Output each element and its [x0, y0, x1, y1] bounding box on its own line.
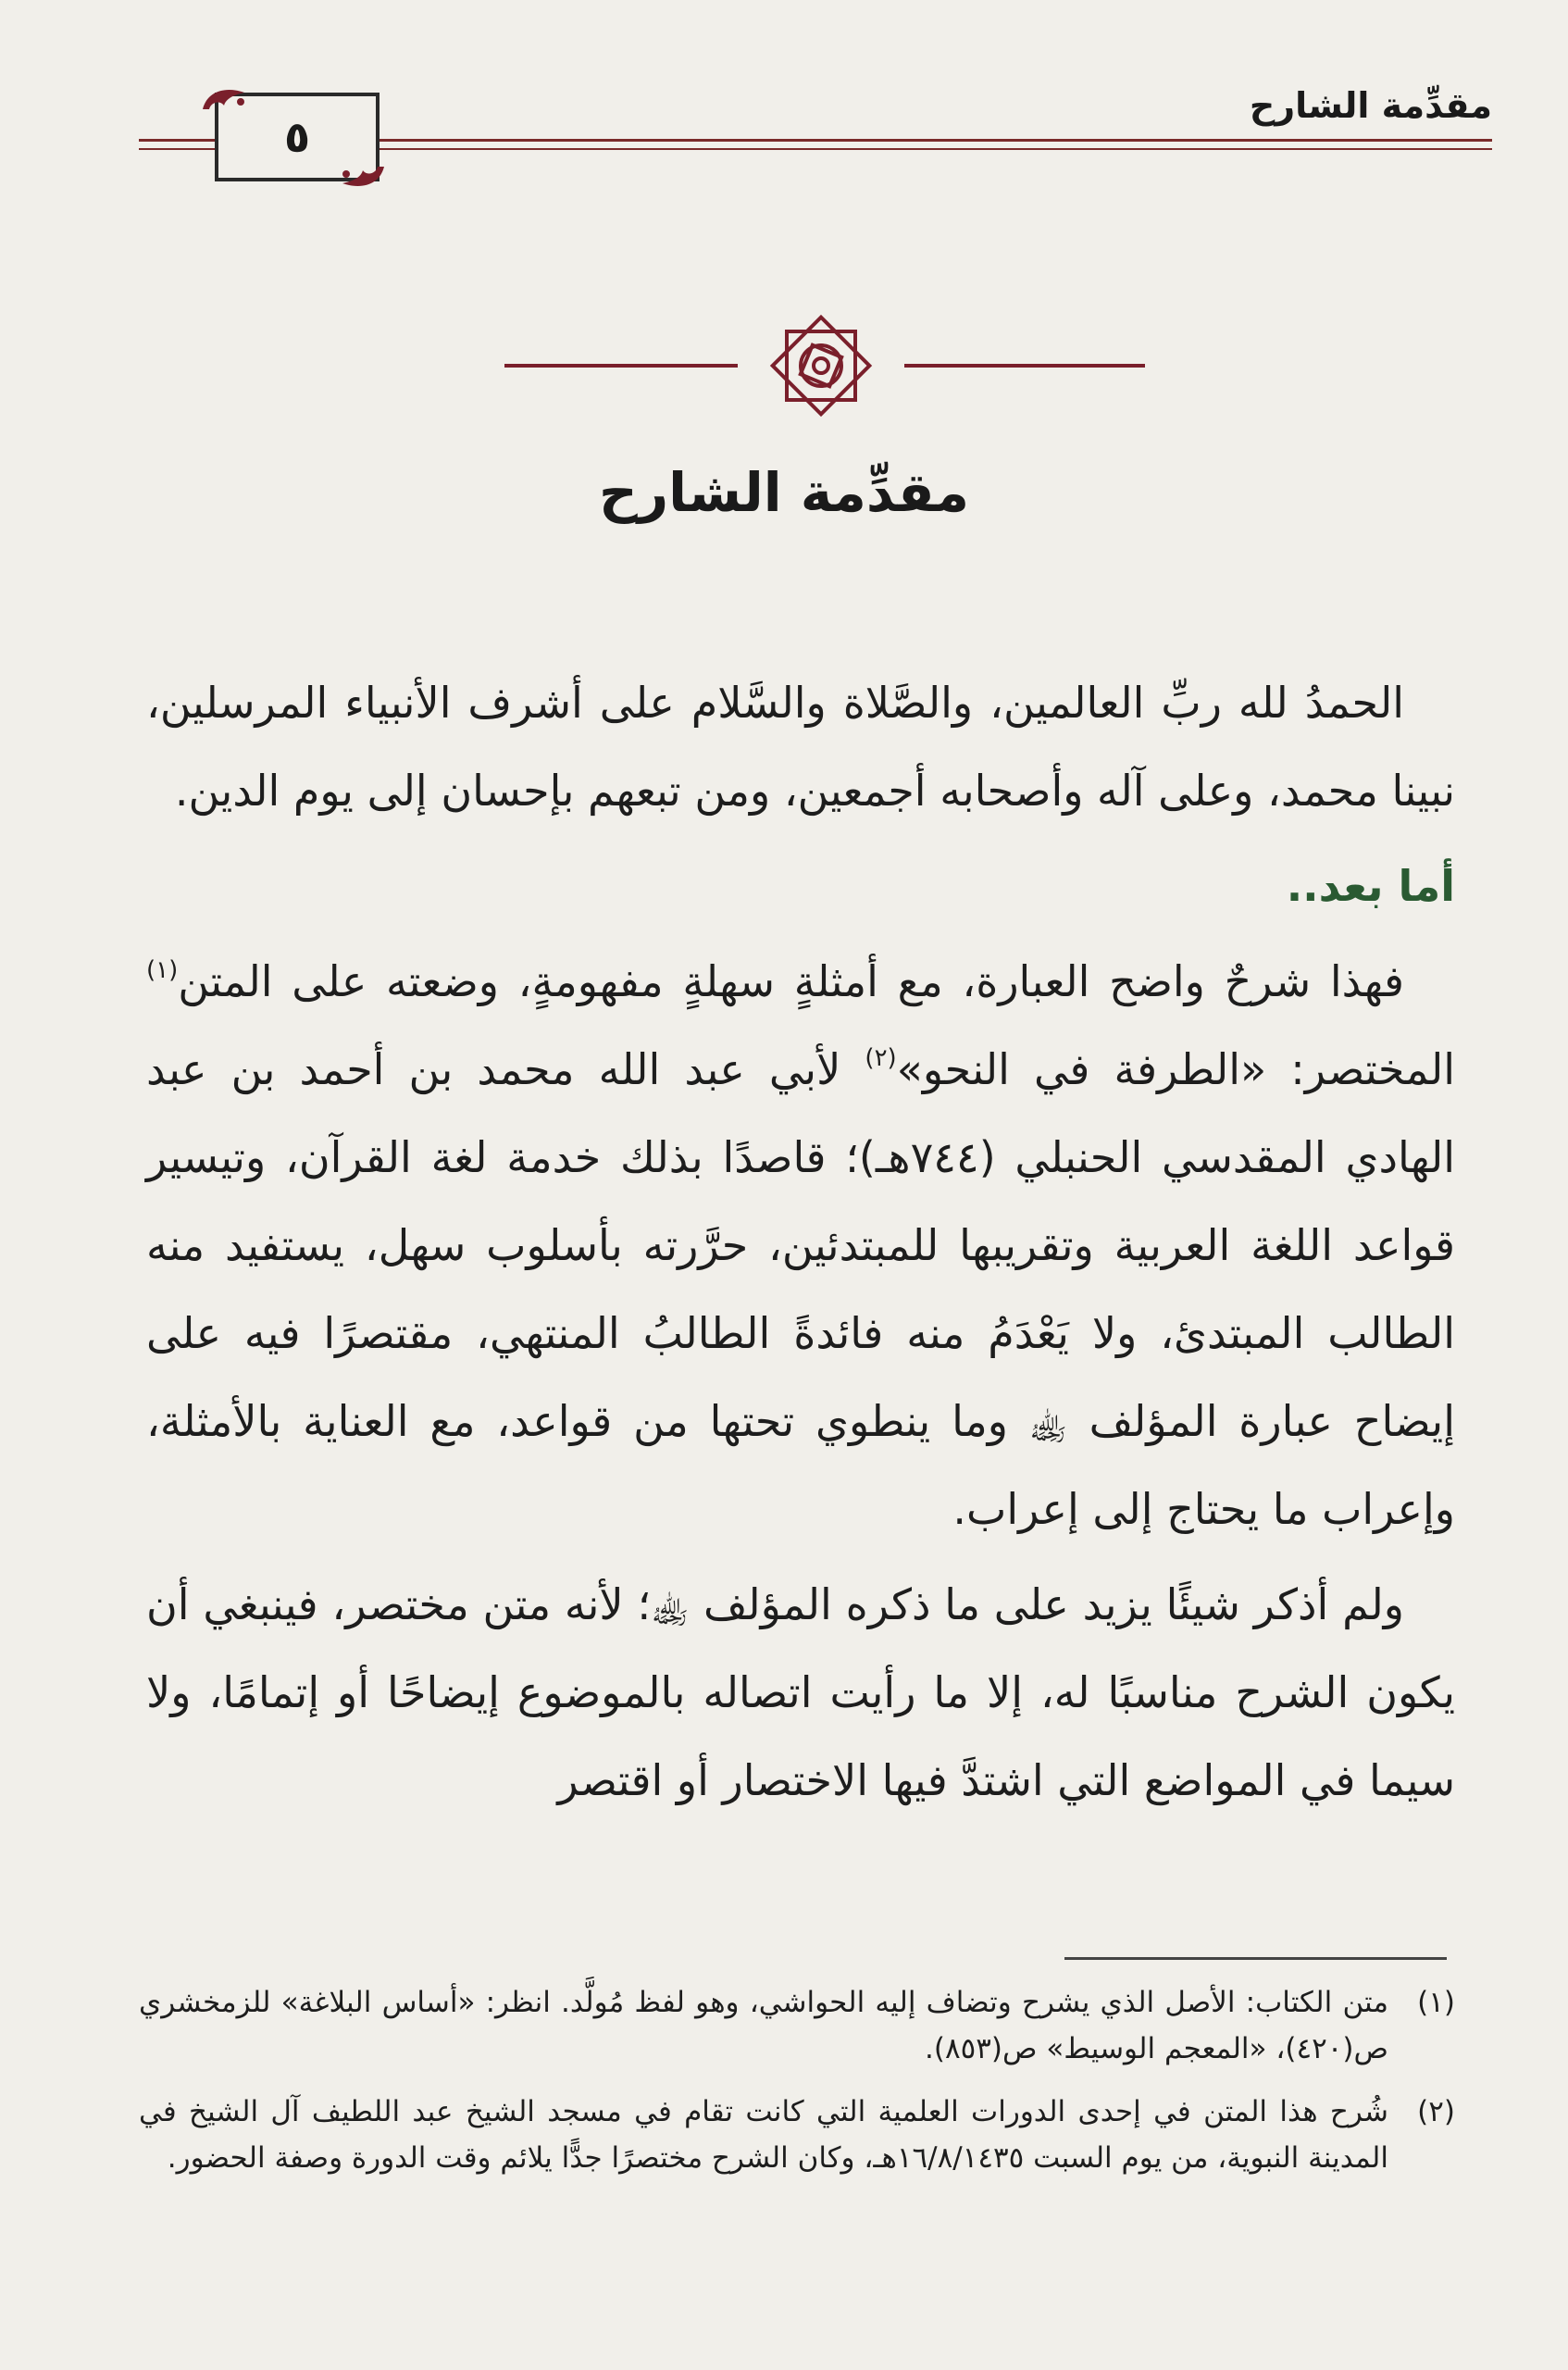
page-number: ٥: [283, 112, 311, 162]
paragraph-text: فهذا شرحٌ واضح العبارة، مع أمثلةٍ سهلةٍ مفهومةٍ، وضعته على المتن: [178, 956, 1404, 1006]
paragraph-text: المختصر: «الطرفة في النحو»: [896, 1044, 1456, 1094]
footnote-item: [139, 2089, 1455, 2181]
running-header-title: مقدِّمة الشارح: [1249, 85, 1492, 126]
footnote-ref-1[interactable]: (١): [146, 956, 179, 984]
footnote-text: شُرح هذا المتن في إحدى الدورات العلمية التي كانت تقام في مسجد الشيخ عبد اللطيف آل الشيخ في المدينة النبوية، من يوم السبت ١٦/٨/١٤٣٥هـ، وكان الشرح مختصرًا جدًّا يلائم وقت الدورة وصفة الحضور.: [139, 2095, 1388, 2175]
chapter-title: مقدِّمة الشارح: [598, 461, 970, 524]
star-ornament-icon: [761, 306, 881, 426]
footnote-separator: [1064, 1957, 1447, 1960]
footnote-text: متن الكتاب: الأصل الذي يشرح وتضاف إليه الحواشي، وهو لفظ مُولَّد. انظر: «أساس البلاغة» للزمخشري ص(٤٢٠)، «المعجم الوسيط» ص(٨٥٣).: [139, 1986, 1388, 2065]
section-subheading: أما بعد..: [1286, 861, 1455, 911]
footnotes: [139, 1979, 1455, 2198]
divider-line-right: [904, 364, 1145, 368]
body-paragraph: [146, 938, 1455, 1553]
footnote-number: (١): [1417, 1986, 1455, 2019]
opening-paragraph: الحمدُ لله ربِّ العالمين، والصَّلاة والسَّلام على أشرف الأنبياء المرسلين، نبينا محمد، وعلى آله وأصحابه أجمعين، ومن تبعهم بإحسان إلى يوم الدين.: [146, 678, 1455, 816]
footnote-item: [139, 1979, 1455, 2072]
footnote-number: (٢): [1417, 2095, 1455, 2128]
paragraph-text: لأبي عبد الله محمد بن أحمد بن عبد الهادي المقدسي الحنبلي (٧٤٤هـ)؛ قاصدًا بذلك خدمة لغة القرآن، وتيسير قواعد اللغة العربية وتقريبها للمبتدئين، حرَّرته بأسلوب سهل، يستفيد منه الطالب المبتدئ، ولا يَعْدَمُ منه فائدةً الطالبُ المنتهي، مقتصرًا فيه على إيضاح عبارة المؤلف ﵀ وما ينطوي تحتها من قواعد، مع العناية بالأمثلة، وإعراب ما يحتاج إلى إعراب.: [146, 1044, 1456, 1534]
footnote-ref-2[interactable]: (٢): [865, 1044, 897, 1072]
body-text: [146, 659, 1455, 1825]
divider-line-left: [504, 364, 738, 368]
body-paragraph: ولم أذكر شيئًا يزيد على ما ذكره المؤلف ﵀؛ لأنه متن مختصر، فينبغي أن يكون الشرح مناسبًا له، إلا ما رأيت اتصاله بالموضوع إيضاحًا أو إتمامًا، ولا سيما في المواضع التي اشتدَّ فيها الاختصار أو اقتصر: [146, 1579, 1455, 1805]
corner-flourish-icon: [198, 81, 254, 118]
corner-flourish-icon: [333, 157, 389, 194]
